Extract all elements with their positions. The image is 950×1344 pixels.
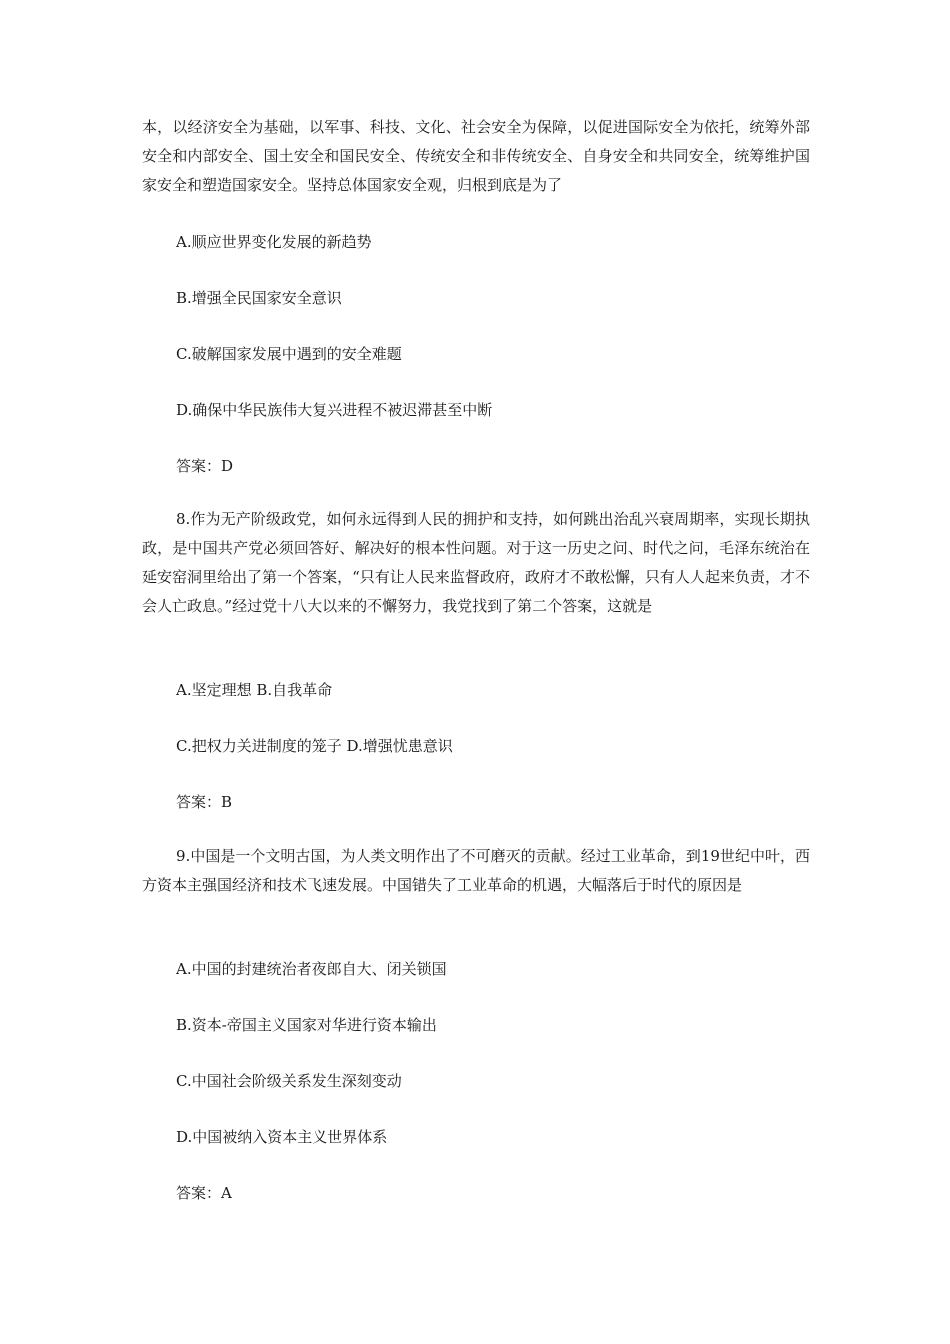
q9-option-b: B.资本-帝国主义国家对华进行资本输出 — [176, 1016, 437, 1034]
q9-answer: 答案：A — [176, 1184, 232, 1202]
q9-option-c: C.中国社会阶级关系发生深刻变动 — [176, 1072, 402, 1090]
q7-option-d: D.确保中华民族伟大复兴进程不被迟滞甚至中断 — [176, 401, 493, 419]
q7-option-b: B.增强全民国家安全意识 — [176, 289, 342, 307]
q8-answer: 答案：B — [176, 793, 233, 811]
q9-option-a: A.中国的封建统治者夜郎自大、闭关锁国 — [176, 960, 447, 978]
q9-option-d: D.中国被纳入资本主义世界体系 — [176, 1128, 388, 1146]
question-9-stem: 9.中国是一个文明古国，为人类文明作出了不可磨灭的贡献。经过工业革命，到19世纪中叶，西方资本主强国经济和技术飞速发展。中国错失了工业革命的机遇，大幅落后于时代的原因是 — [142, 847, 810, 894]
question-8-stem: 8.作为无产阶级政党，如何永远得到人民的拥护和支持，如何跳出治乱兴衰周期率，实现长期执政，是中国共产党必须回答好、解决好的根本性问题。对于这一历史之问、时代之问，毛泽东统治在延安窑洞里给出了第一个答案，“只有让人民来监督政府，政府才不敢松懈，只有人人起来负责，才不会人亡政息。”经过党十八大以来的不懈努力，我党找到了第二个答案，这就是 — [142, 510, 810, 615]
q7-option-c: C.破解国家发展中遇到的安全难题 — [176, 345, 402, 363]
q8-options-ab: A.坚定理想 B.自我革命 — [176, 681, 333, 699]
q8-options-cd: C.把权力关进制度的笼子 D.增强忧患意识 — [176, 737, 453, 755]
question-7-stem-tail: 本，以经济安全为基础，以军事、科技、文化、社会安全为保障，以促进国际安全为依托，统筹外部安全和内部安全、国土安全和国民安全、传统安全和非传统安全、自身安全和共同安全，统筹维护国家安全和塑造国家安全。坚持总体国家安全观，归根到底是为了 — [142, 118, 810, 194]
q7-option-a: A.顺应世界变化发展的新趋势 — [176, 233, 372, 251]
q7-answer: 答案：D — [176, 457, 234, 475]
